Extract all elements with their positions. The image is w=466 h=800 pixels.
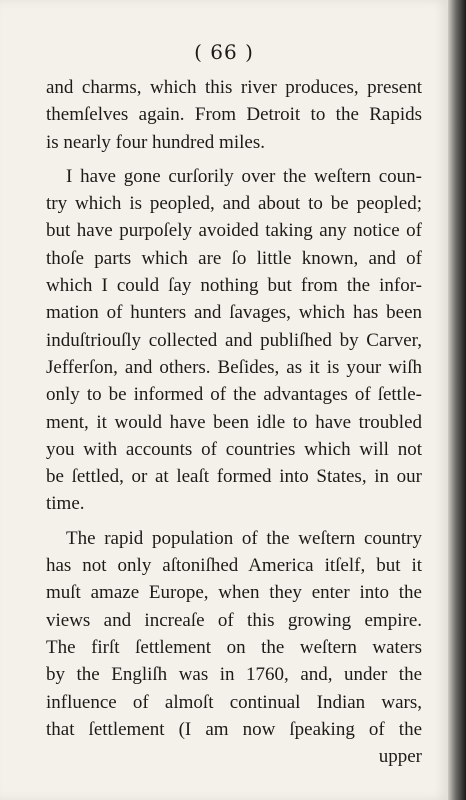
text-line: and charms, which this river produces, present	[46, 77, 422, 98]
text-line: has not only aſtoniſhed America itſelf, but it	[46, 555, 422, 577]
text-line: The rapid population of the weſtern country	[66, 527, 422, 549]
text-line: muſt amaze Europe, when they enter into the	[46, 582, 422, 604]
text-line: themſelves again. From Detroit to the Rapids	[46, 104, 422, 126]
text-line: try which is peopled, and about to be peopled;	[46, 193, 422, 215]
text-line: induſtriouſly collected and publiſhed by Carver,	[46, 329, 422, 351]
text-line: ment, it would have been idle to have troubled	[46, 411, 422, 433]
text-line: influence of almoſt continual Indian wars,	[46, 691, 422, 713]
text-line: The firſt ſettlement on the weſtern waters	[46, 636, 422, 658]
text-line: Jefferſon, and others. Beſides, as it is your wiſh	[46, 356, 422, 378]
text-line: but have purpoſely avoided taking any notice of	[46, 220, 422, 242]
text-line: be ſettled, or at leaſt formed into States, in our	[46, 466, 422, 488]
text-line: which I could ſay nothing but from the infor-	[46, 275, 422, 297]
body-text	[46, 74, 422, 770]
book-gutter	[448, 0, 466, 800]
text-line: I have gone curſorily over the weſtern coun-	[66, 165, 422, 187]
text-line: you with accounts of countries which will not	[46, 438, 422, 460]
paragraph-3	[46, 525, 422, 743]
paragraph-1	[46, 74, 422, 156]
text-line: only to be informed of the advantages of ſettle-	[46, 384, 422, 406]
text-line: is nearly four hundred miles.	[46, 131, 265, 153]
paragraph-2	[46, 163, 422, 518]
text-line: that ſettlement (I am now ſpeaking of the	[46, 718, 422, 740]
text-line: mation of hunters and ſavages, which has been	[46, 302, 422, 324]
text-line: views and increaſe of this growing empire.	[46, 609, 422, 631]
text-line: thoſe parts which are ſo little known, and of	[46, 247, 422, 269]
page-number: ( 66 )	[194, 40, 254, 64]
text-line: by the Engliſh was in 1760, and, under the	[46, 664, 422, 686]
text-line: time.	[46, 493, 85, 515]
catchword: upper	[378, 746, 422, 768]
